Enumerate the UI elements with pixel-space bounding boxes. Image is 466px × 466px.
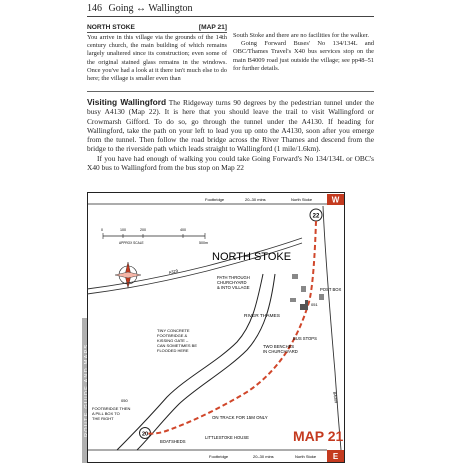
running-head-title: Going ↔ Wallington xyxy=(108,3,193,14)
scale-100: 100 xyxy=(120,228,126,232)
note-footbridge-pillbox: FOOTBRIDGE THEN A PILL BOX TO THE RIGHT xyxy=(92,406,131,421)
map-frame xyxy=(88,193,345,463)
spot-height-050: 050 xyxy=(121,398,128,403)
page-number: 146 xyxy=(87,3,102,14)
note-track: ON TRACK FOR 15M ONLY xyxy=(212,415,268,420)
scale-note: APPROX SCALE xyxy=(119,241,144,245)
visiting-para-1 xyxy=(87,98,374,154)
visiting-para-1-text: The Ridgeway turns 90 degrees by the pedestrian tunnel under the busy A4130 (Map 22). It is here that you should leave the trail to visit Wallingford or Crowmarsh Gifford. To do so, go through the tunnel under the A4130. If heading for Wallingford, take the path on your left to lead you up onto the A4130, soon after you emerge from the tunnel. Then follow the road bridge across the River Thames and descend from the bridge to the riverside path which leads straight to Wallingford (1 mile/1.6km). xyxy=(87,98,375,154)
village-name: NORTH STOKE xyxy=(212,251,292,263)
visiting-heading: Visiting Wallingford xyxy=(87,97,167,107)
river-label: RIVER THAMES xyxy=(244,314,280,319)
note-boatsheds: BOATSHEDS xyxy=(160,439,186,444)
box-map-ref: [MAP 21] xyxy=(198,24,227,31)
map-east-badge-letter: E xyxy=(332,452,339,461)
road-a329-label: A329 xyxy=(168,268,179,275)
note-benches: TWO BENCHES IN CHURCHYARD xyxy=(263,344,298,354)
box-header xyxy=(87,24,227,33)
note-post-box: POST BOX xyxy=(320,287,342,292)
scale-200: 200 xyxy=(140,228,146,232)
map-top-left-label: Footbridge xyxy=(205,197,225,202)
map-top-right-label: North Stoke xyxy=(291,197,313,202)
map-bottom-right-label: North Stoke xyxy=(295,454,317,459)
note-littlestoke: LITTLESTOKE HOUSE xyxy=(205,435,249,440)
box-title: NORTH STOKE xyxy=(87,24,135,31)
visiting-para-2: If you have had enough of walking you could take Going Forward's No 134/134L or OBC's X40 bus to Wallingford from the bus stop on Map 22 xyxy=(87,153,374,173)
north-stoke-box-right xyxy=(233,32,374,73)
map-top-mid-label: 20–30 mins xyxy=(245,197,266,202)
box-text-right-2: Going Forward Buses' No 134/134L and OBC/Thames Travel's X40 bus services stop on the main B4009 road just outside the village; see pp48–51 for further details. xyxy=(233,40,374,72)
box-text-right-1: South Stoke and there are no facilities for the walker. xyxy=(233,32,369,39)
note-churchyard: PATH THROUGH CHURCHYARD & INTO VILLAGE xyxy=(217,275,250,290)
spot-height-051: 051 xyxy=(311,302,318,307)
map-20-label: 20 xyxy=(141,431,149,438)
scale-500: 500m xyxy=(199,241,208,245)
box-rule xyxy=(87,91,374,92)
map-title: MAP 21 xyxy=(293,428,344,444)
map-west-badge-letter: W xyxy=(331,195,340,205)
visiting-wallingford-section xyxy=(87,98,374,172)
note-bus-stops: BUS STOPS xyxy=(293,336,317,341)
map-bottom-left-label: Footbridge xyxy=(209,454,229,459)
scale-0: 0 xyxy=(101,228,103,232)
scale-400: 400 xyxy=(180,228,186,232)
north-stoke-box-left xyxy=(87,24,227,83)
map-22-label: 22 xyxy=(312,213,320,220)
head-rule xyxy=(87,16,374,17)
map-21 xyxy=(87,192,345,463)
box-text-left: You arrive in this village via the grounds of the 14th century church, the main building of which remains largely unaltered since its construction; even some of the original stained glass remains in the windows. Once you've had a look at it there isn't much else to do here; the village is smaller even than xyxy=(87,34,227,83)
map-bottom-mid-label: 20–30 mins xyxy=(253,454,274,459)
road-b4009-label: B4009 xyxy=(332,391,339,404)
running-head xyxy=(87,3,193,14)
note-concrete: TINY CONCRETE FOOTBRIDGE & KISSING GATE – CAN SOMETIMES BE FLOODED HERE xyxy=(157,328,198,353)
